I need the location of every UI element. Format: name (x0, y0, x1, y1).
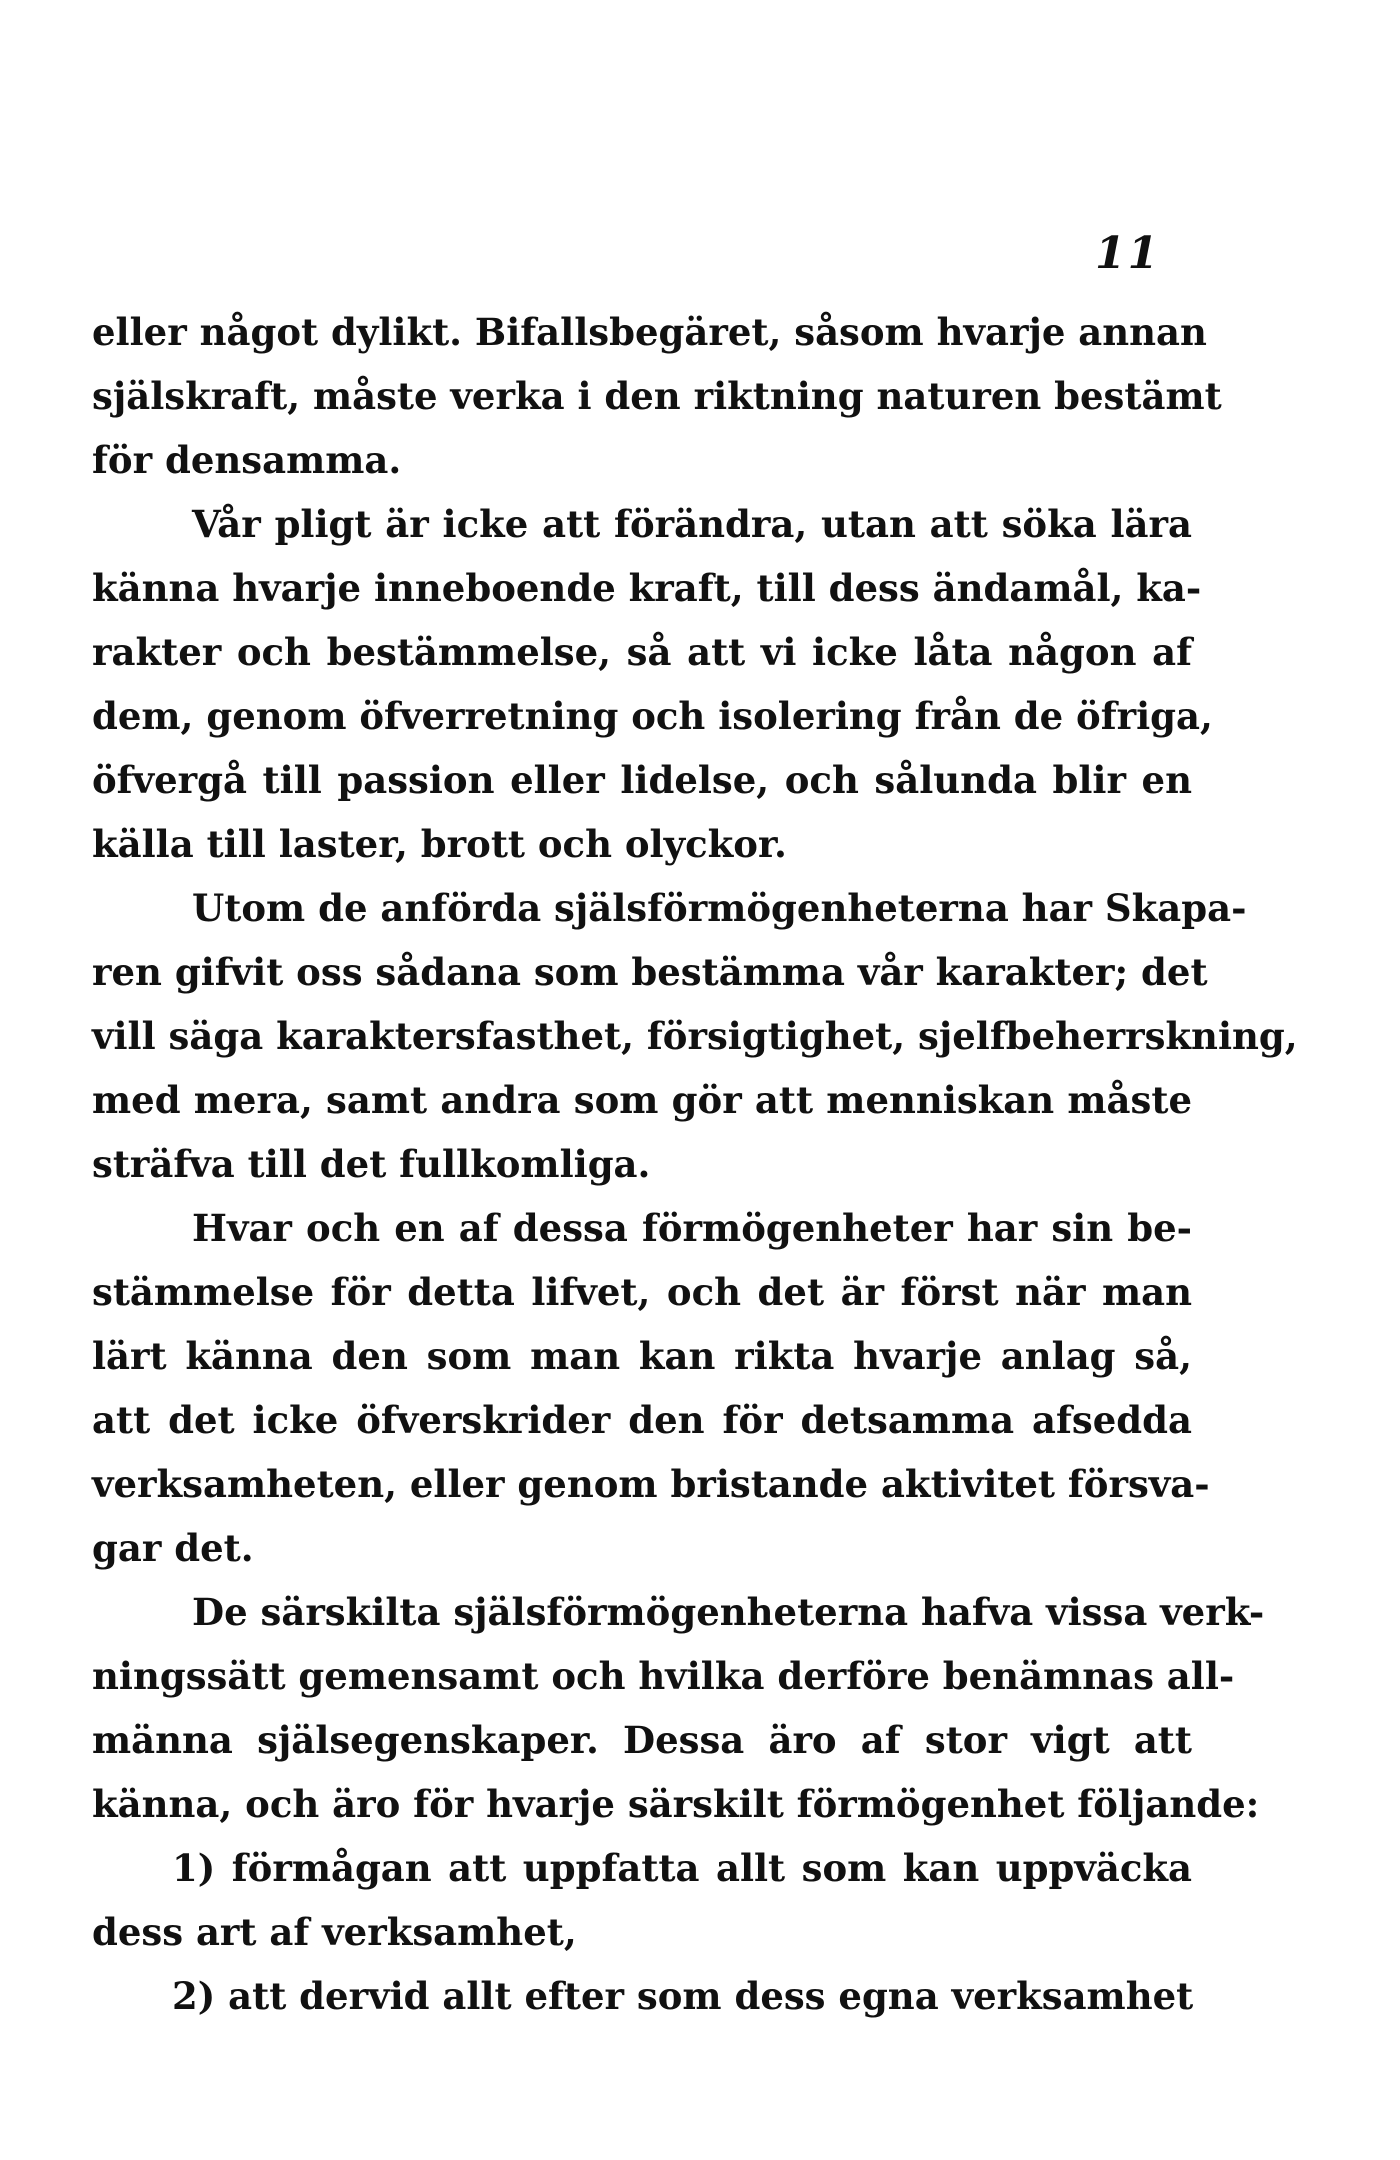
text-line: 1) förmågan att uppfatta allt som kan uppväcka (172, 1846, 1192, 1890)
paragraph-4 (92, 1196, 1210, 1580)
text-line: källa till laster, brott och olyckor. (92, 822, 787, 866)
text-line: Vår pligt är icke att förändra, utan att söka lära (192, 502, 1192, 546)
text-line: gar det. (92, 1526, 254, 1570)
paragraph-5 (92, 1580, 1265, 1836)
text-line: verksamheten, eller genom bristande aktivitet försva- (92, 1462, 1210, 1506)
text-line: männa själsegenskaper. Dessa äro af stor vigt att (92, 1718, 1192, 1762)
text-line: dem, genom öfverretning och isolering från de öfriga, (92, 694, 1213, 738)
text-line: ren gifvit oss sådana som bestämma vår karakter; det (92, 950, 1208, 994)
body-text (92, 300, 1298, 2028)
text-line: rakter och bestämmelse, så att vi icke låta någon af (92, 630, 1192, 674)
text-line: själskraft, måste verka i den riktning naturen bestämt (92, 374, 1222, 418)
page-number: 11 (1095, 228, 1161, 279)
text-line: 2) att dervid allt efter som dess egna verksamhet (172, 1974, 1194, 2018)
text-line: ningssätt gemensamt och hvilka derföre benämnas all- (92, 1654, 1235, 1698)
text-line: Utom de anförda själsförmögenheterna har Skapa- (192, 886, 1247, 930)
text-line: eller något dylikt. Bifallsbegäret, såsom hvarje annan (92, 310, 1207, 354)
text-line: känna hvarje inneboende kraft, till dess ändamål, ka- (92, 566, 1202, 610)
paragraph-2 (92, 492, 1213, 876)
list-item-1 (92, 1836, 1192, 1964)
text-line: lärt känna den som man kan rikta hvarje anlag så, (92, 1334, 1192, 1378)
paragraph-3 (92, 876, 1298, 1196)
text-line: att det icke öfverskrider den för detsamma afsedda (92, 1398, 1192, 1442)
text-line: De särskilta själsförmögenheterna hafva vissa verk- (192, 1590, 1265, 1634)
text-line: öfvergå till passion eller lidelse, och sålunda blir en (92, 758, 1192, 802)
text-line: för densamma. (92, 438, 402, 482)
list-item-2 (92, 1964, 1192, 2028)
text-line: sträfva till det fullkomliga. (92, 1142, 651, 1186)
text-line: vill säga karaktersfasthet, försigtighet, sjelfbeherrskning, (92, 1014, 1298, 1058)
text-line: känna, och äro för hvarje särskilt förmögenhet följande: (92, 1782, 1260, 1826)
paragraph-1 (92, 300, 1222, 492)
text-line: stämmelse för detta lifvet, och det är först när man (92, 1270, 1192, 1314)
text-line: dess art af verksamhet, (92, 1910, 577, 1954)
text-line: Hvar och en af dessa förmögenheter har sin be- (192, 1206, 1192, 1250)
text-line: med mera, samt andra som gör att menniskan måste (92, 1078, 1192, 1122)
